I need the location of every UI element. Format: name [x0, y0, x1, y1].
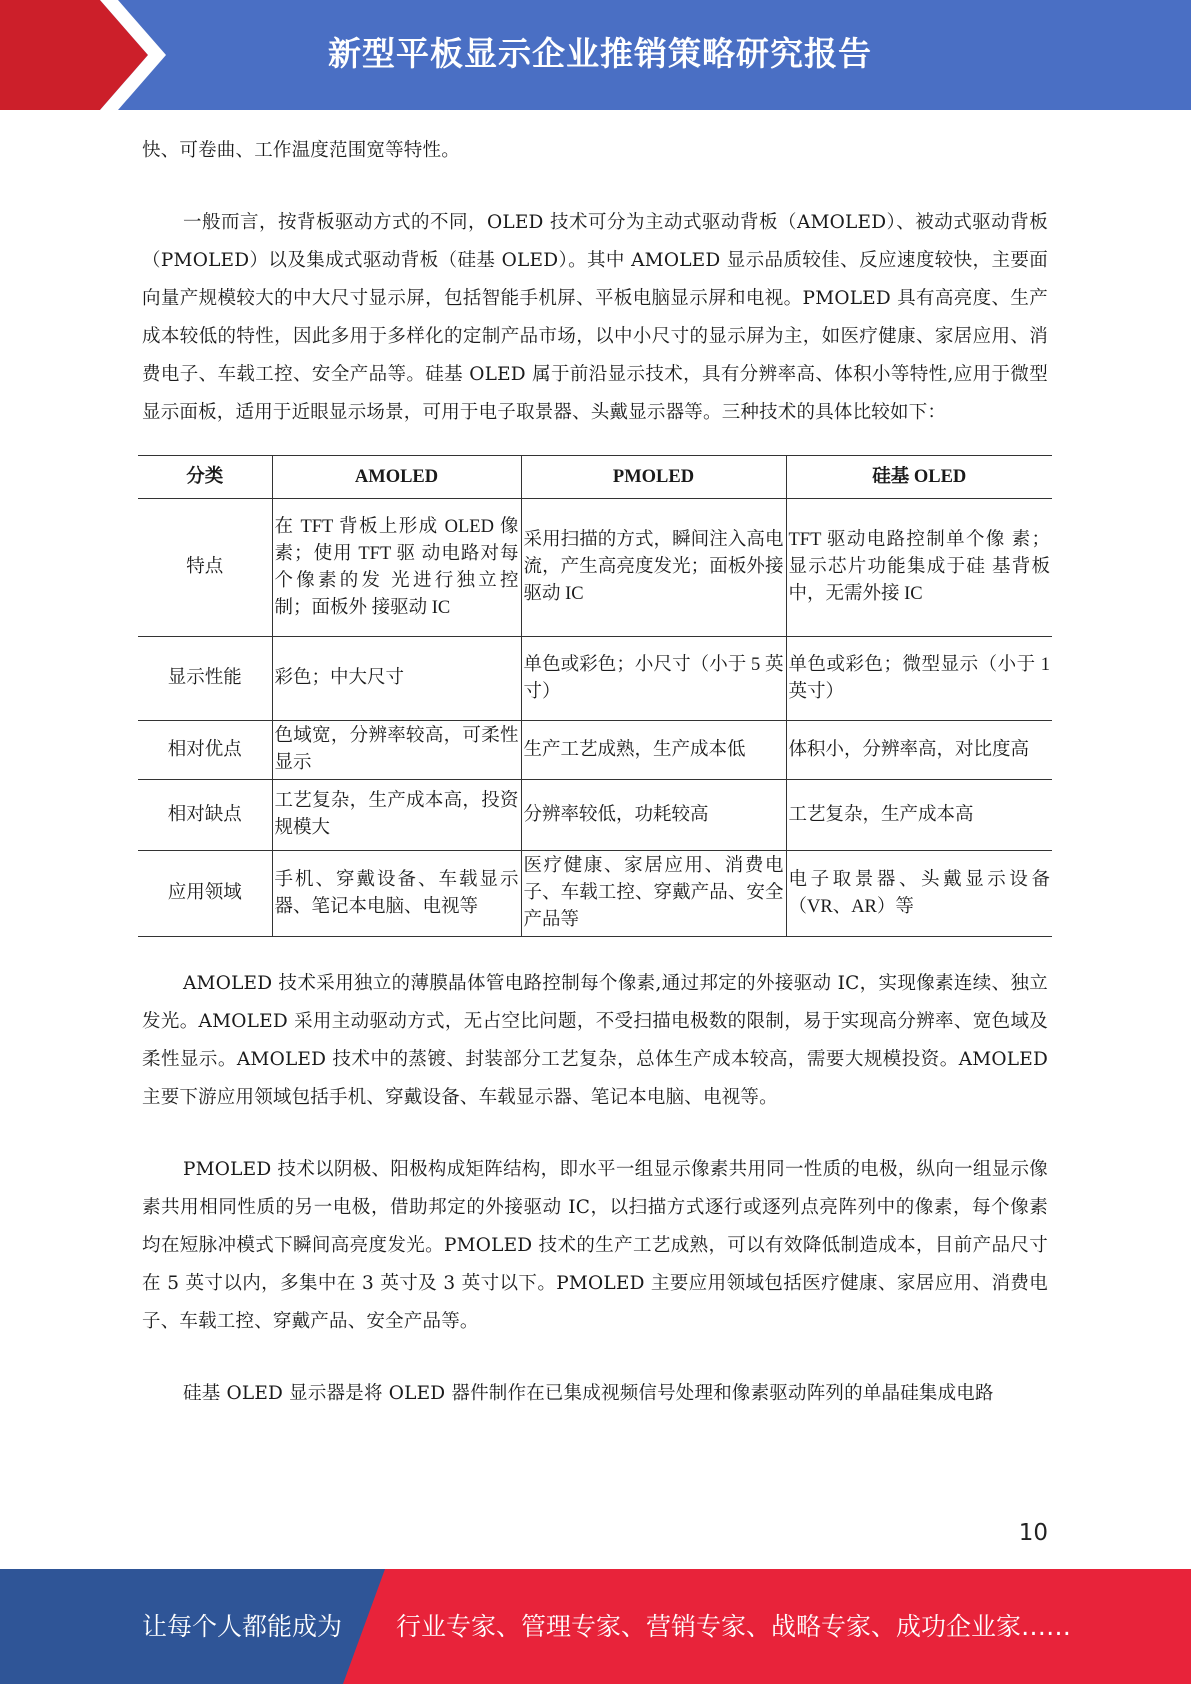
table-row	[138, 780, 1052, 851]
table-cell: 在 TFT 背板上形成 OLED 像素；使用 TFT 驱 动电路对每个像素的发 光进行独立控制；面板外 接驱动 IC	[272, 499, 521, 637]
table-cell: 彩色；中大尺寸	[272, 637, 521, 721]
paragraph-oled-overview: 一般而言，按背板驱动方式的不同，OLED 技术可分为主动式驱动背板（AMOLED）、被动式驱动背板（PMOLED）以及集成式驱动背板（硅基 OLED）。其中 AMOLED 显示品质较佳、反应速度较快，主要面向量产规模较大的中大尺寸显示屏，包括智能手机屏、平板电脑显示屏和电视。PMOLED 具有高亮度、生产成本较低的特性，因此多用于多样化的定制产品市场，以中小尺寸的显示屏为主，如医疗健康、家居应用、消费电子、车载工控、安全产品等。硅基 OLED 属于前沿显示技术，具有分辨率高、体积小等特性,应用于微型显示面板，适用于近眼显示场景，可用于电子取景器、头戴显示器等。三种技术的具体比较如下：	[142, 212, 1048, 423]
paragraph-silicon-oled: 硅基 OLED 显示器是将 OLED 器件制作在已集成视频信号处理和像素驱动阵列的单晶硅集成电路	[183, 1383, 994, 1404]
table-cell: 医疗健康、家居应用、消费电子、车载工控、穿戴产品、安全产品等	[521, 851, 786, 937]
table-row	[138, 721, 1052, 780]
page-footer	[0, 1569, 1191, 1684]
document-body	[142, 132, 1048, 1413]
table-cell: 单色或彩色；小尺寸（小于 5 英寸）	[521, 637, 786, 721]
table-cell: 显示性能	[138, 637, 272, 721]
footer-slogan-right: 行业专家、管理专家、营销专家、战略专家、成功企业家……	[396, 1612, 1072, 1641]
table-cell: 色域宽，分辨率较高，可柔性显示	[272, 721, 521, 780]
table-cell: 体积小，分辨率高，对比度高	[786, 721, 1052, 780]
table-cell: 电子取景器、头戴显示设备（VR、AR）等	[786, 851, 1052, 937]
table-cell: 工艺复杂，生产成本高，投资规模大	[272, 780, 521, 851]
table-header-category: 分类	[138, 456, 272, 499]
table-cell: 相对缺点	[138, 780, 272, 851]
page-number: 10	[1018, 1520, 1048, 1546]
table-cell: TFT 驱动电路控制单个像 素；显示芯片功能集成于硅 基背板中，无需外接 IC	[786, 499, 1052, 637]
paragraph-amoled: AMOLED 技术采用独立的薄膜晶体管电路控制每个像素,通过邦定的外接驱动 IC，实现像素连续、独立发光。AMOLED 采用主动驱动方式，无占空比问题，不受扫描电极数的限制，易于实现高分辨率、宽色域及柔性显示。AMOLED 技术中的蒸镀、封装部分工艺复杂，总体生产成本较高，需要大规模投资。AMOLED 主要下游应用领域包括手机、穿戴设备、车载显示器、笔记本电脑、电视等。	[142, 973, 1048, 1108]
table-header-row	[138, 456, 1052, 499]
page-title: 新型平板显示企业推销策略研究报告	[328, 34, 872, 73]
paragraph-pmoled: PMOLED 技术以阴极、阳极构成矩阵结构，即水平一组显示像素共用同一性质的电极，纵向一组显示像素共用相同性质的另一电极，借助邦定的外接驱动 IC，以扫描方式逐行或逐列点亮阵列中的像素，每个像素均在短脉冲模式下瞬间高亮度发光。PMOLED 技术的生产工艺成熟，可以有效降低制造成本，目前产品尺寸在 5 英寸以内，多集中在 3 英寸及 3 英寸以下。PMOLED 主要应用领域包括医疗健康、家居应用、消费电子、车载工控、穿戴产品、安全产品等。	[142, 1159, 1048, 1332]
table-cell: 生产工艺成熟，生产成本低	[521, 721, 786, 780]
table-row	[138, 851, 1052, 937]
footer-slogan-left: 让每个人都能成为	[142, 1612, 343, 1641]
table-cell: 手机、穿戴设备、车载显示器、笔记本电脑、电视等	[272, 851, 521, 937]
table-header-pmoled: PMOLED	[521, 456, 786, 499]
table-row	[138, 499, 1052, 637]
table-cell: 单色或彩色；微型显示（小于 1 英寸）	[786, 637, 1052, 721]
table-cell: 分辨率较低，功耗较高	[521, 780, 786, 851]
table-cell: 特点	[138, 499, 272, 637]
paragraph-continuation: 快、可卷曲、工作温度范围宽等特性。	[142, 140, 460, 161]
table-header-silicon-oled: 硅基 OLED	[786, 456, 1052, 499]
table-cell: 应用领域	[138, 851, 272, 937]
page-header	[0, 0, 1191, 110]
table-cell: 采用扫描的方式，瞬间注入高电流，产生高亮度发光；面板外接驱动 IC	[521, 499, 786, 637]
table-header-amoled: AMOLED	[272, 456, 521, 499]
table-row	[138, 637, 1052, 721]
comparison-table	[138, 455, 1052, 937]
table-cell: 相对优点	[138, 721, 272, 780]
table-cell: 工艺复杂，生产成本高	[786, 780, 1052, 851]
